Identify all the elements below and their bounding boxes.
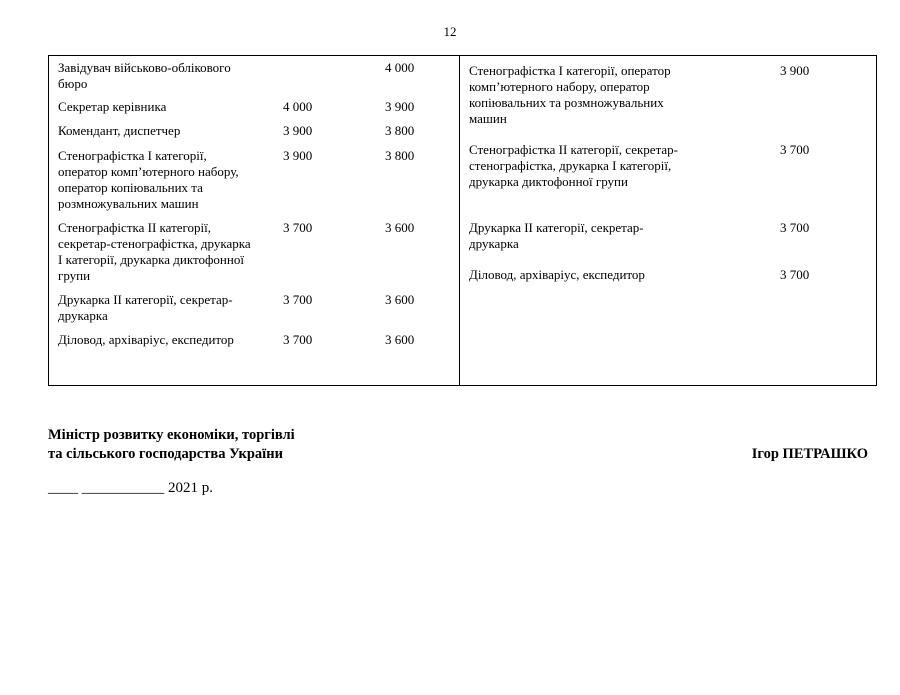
left-row-name: Друкарка II категорії, секретар-друкарка <box>58 292 233 323</box>
left-row-value-2: 3 800 <box>385 123 415 138</box>
left-row-name: Діловод, архіваріус, експедитор <box>58 332 234 347</box>
column-divider <box>459 56 460 385</box>
right-row-name: Стенографістка II категорії, секретар-стенографістка, друкарка I категорії, друкарка диктофонної групи <box>469 142 679 189</box>
right-row-name: Стенографістка I категорії, оператор комп’ютерного набору, оператор копіювальних та розмножувальних машин <box>469 63 671 126</box>
left-row-value-2: 3 600 <box>385 332 415 347</box>
left-row-value-1: 3 700 <box>283 332 313 347</box>
signatory-name: Ігор ПЕТРАШКО <box>751 446 868 462</box>
left-row-value-1: 3 900 <box>283 123 313 138</box>
signatory-title-line-2: та сільського господарства України <box>48 446 283 462</box>
right-row-value: 3 900 <box>780 63 810 78</box>
left-row-value-1: 3 700 <box>283 292 313 307</box>
left-row-name: Комендант, диспетчер <box>58 123 181 138</box>
left-row-name: Стенографістка II категорії, секретар-стенографістка, друкарка I категорії, друкарка диктофонної групи <box>58 220 251 283</box>
salary-table <box>48 55 877 386</box>
left-row-value-2: 3 900 <box>385 99 415 114</box>
right-row-value: 3 700 <box>780 142 810 157</box>
date-line: ____ ___________ 2021 р. <box>48 480 213 496</box>
signatory-title <box>48 426 295 464</box>
right-row-value: 3 700 <box>780 220 810 235</box>
left-row-value-2: 3 600 <box>385 292 415 307</box>
page-number: 12 <box>443 24 457 39</box>
right-row-name: Діловод, архіваріус, експедитор <box>469 267 645 282</box>
left-row-name: Завідувач військово-облікового бюро <box>58 60 231 91</box>
left-row-value-1: 3 700 <box>283 220 313 235</box>
left-row-name: Стенографістка I категорії, оператор комп’ютерного набору, оператор копіювальних та розмножувальних машин <box>58 148 239 211</box>
left-row-name: Секретар керівника <box>58 99 167 114</box>
right-row-name: Друкарка II категорії, секретар-друкарка <box>469 220 644 251</box>
left-row-value-1: 3 900 <box>283 148 313 163</box>
signatory-title-line-1: Міністр розвитку економіки, торгівлі <box>48 427 295 443</box>
left-row-value-2: 3 600 <box>385 220 415 235</box>
left-row-value-1: 4 000 <box>283 99 313 114</box>
left-row-value-2: 3 800 <box>385 148 415 163</box>
left-row-value-2: 4 000 <box>385 60 415 75</box>
right-row-value: 3 700 <box>780 267 810 282</box>
